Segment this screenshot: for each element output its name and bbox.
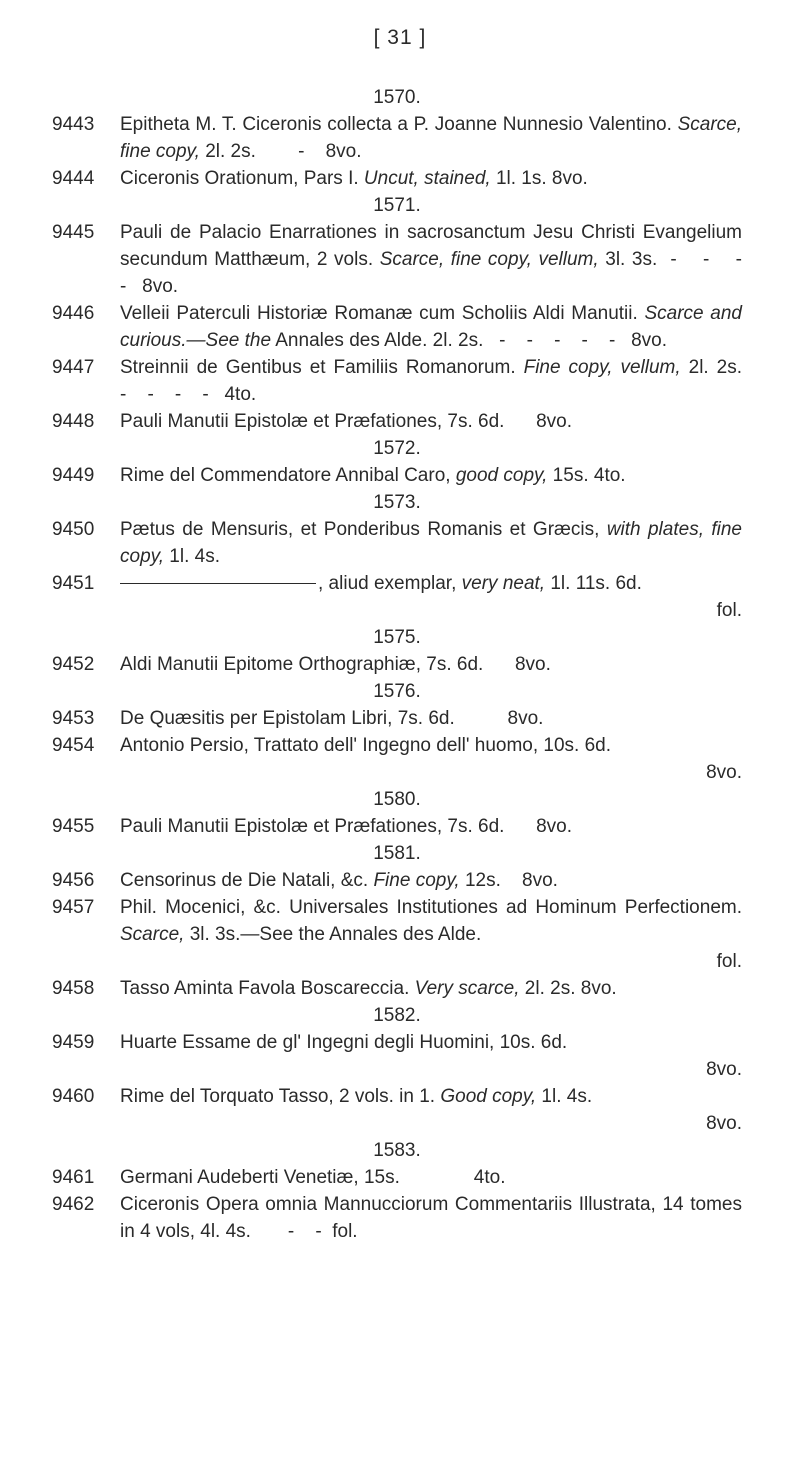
entry-format: fol. <box>716 951 742 972</box>
entry-text: Rime del Torquato Tasso, 2 vols. in 1. <box>120 1086 441 1107</box>
catalogue-entry <box>52 1191 742 1245</box>
entry-number: 9443 <box>52 114 95 135</box>
entry-number: 9444 <box>52 168 95 189</box>
entry-condition-note: very neat, <box>461 573 546 594</box>
year-heading: 1581. <box>373 843 421 864</box>
entry-text: Pauli de Palacio Enarrationes in sacrosanctum Jesu Christi Evangelium secundum Matthæum, 2 vols. <box>120 222 742 270</box>
entry-text: Germani Audeberti Venetiæ, 15s. <box>120 1167 400 1188</box>
entry-format: 8vo. <box>706 1113 742 1134</box>
entry-price-format: - - fol. <box>250 1221 358 1242</box>
entry-number: 9459 <box>52 1032 95 1053</box>
entry-price-format: 1l. 1s. 8vo. <box>490 168 588 189</box>
catalogue-entry <box>52 165 742 192</box>
entry-number: 9458 <box>52 978 95 999</box>
entry-number: 9447 <box>52 357 95 378</box>
entry-number: 9445 <box>52 222 95 243</box>
entry-number: 9449 <box>52 465 95 486</box>
catalogue-entry <box>52 1164 742 1191</box>
entry-price-format: 3l. 3s.—See the Annales des Alde. <box>184 924 482 945</box>
entry-number: 9450 <box>52 519 95 540</box>
entry-number: 9457 <box>52 897 95 918</box>
catalogue-entry <box>52 975 742 1002</box>
year-heading: 1572. <box>373 438 421 459</box>
year-heading: 1573. <box>373 492 421 513</box>
entry-number: 9448 <box>52 411 95 432</box>
catalogue-entry <box>52 354 764 408</box>
entry-price-format: 1l. 11s. 6d. <box>545 573 642 594</box>
entry-price-format: 12s. 8vo. <box>459 870 558 891</box>
entry-condition-note: Good copy, <box>440 1086 537 1107</box>
page-number: [ 31 ] <box>373 26 427 49</box>
entry-price-format: Annales des Alde. 2l. 2s. - - - - - 8vo. <box>271 330 668 351</box>
entry-price-format: 1l. 4s. <box>164 546 220 567</box>
entry-condition-note: Scarce, fine copy, vellum, <box>379 249 599 270</box>
entry-number: 9453 <box>52 708 95 729</box>
catalogue-entry <box>52 732 742 786</box>
entry-text: Ciceronis Opera omnia Mannucciorum Commentariis Illustrata, 14 tomes in 4 vols, 4l. 4s. <box>120 1194 742 1242</box>
ditto-rule <box>120 583 316 584</box>
entry-text: Epitheta M. T. Ciceronis collecta a P. Joanne Nunnesio Valentino. <box>120 114 678 135</box>
entry-price-format: 8vo. <box>483 654 551 675</box>
entry-number: 9455 <box>52 816 95 837</box>
entry-number: 9452 <box>52 654 95 675</box>
entry-price-format: 15s. 4to. <box>547 465 626 486</box>
entry-text: Pauli Manutii Epistolæ et Præfationes, 7s. 6d. <box>120 411 505 432</box>
entry-text: Phil. Mocenici, &c. Universales Institutiones ad Hominum Perfectionem. <box>120 897 742 918</box>
entry-condition-note: Uncut, stained, <box>363 168 491 189</box>
entry-price-format: 2l. 2s. 8vo. <box>519 978 617 999</box>
catalogue-entry <box>52 570 742 624</box>
entry-format: fol. <box>716 600 742 621</box>
entry-format: 8vo. <box>706 1059 742 1080</box>
entry-text: Aldi Manutii Epitome Orthographiæ, 7s. 6d. <box>120 654 484 675</box>
catalogue-entry <box>52 408 742 435</box>
catalogue-entry <box>52 111 742 165</box>
entry-text: De Quæsitis per Epistolam Libri, 7s. 6d. <box>120 708 455 729</box>
entry-price-format: 8vo. <box>504 411 573 432</box>
catalogue-entry <box>52 651 742 678</box>
catalogue-entry <box>52 1029 742 1083</box>
entry-text: Tasso Aminta Favola Boscareccia. <box>120 978 415 999</box>
catalogue-entry <box>52 516 742 570</box>
year-heading: 1576. <box>373 681 421 702</box>
year-heading: 1582. <box>373 1005 421 1026</box>
entry-text: Censorinus de Die Natali, &c. <box>120 870 374 891</box>
entry-number: 9454 <box>52 735 95 756</box>
entry-text: Huarte Essame de gl' Ingegni degli Huomini, 10s. 6d. <box>120 1032 568 1053</box>
entry-text: Streinnii de Gentibus et Familiis Romanorum. <box>120 357 524 378</box>
catalogue-entry <box>52 300 742 354</box>
catalogue-content <box>52 84 764 1245</box>
entry-price-format: 3l. 3s. - - - - 8vo. <box>120 249 764 297</box>
entry-condition-note: with plates, fine copy, <box>120 519 742 567</box>
entry-price-format: 8vo. <box>454 708 544 729</box>
entry-condition-note: Fine copy, <box>373 870 460 891</box>
entry-price-format: 8vo. <box>504 816 573 837</box>
entry-text: Velleii Paterculi Historiæ Romanæ cum Scholiis Aldi Manutii. <box>120 303 645 324</box>
entry-text: Pætus de Mensuris, et Ponderibus Romanis et Græcis, <box>120 519 607 540</box>
entry-condition-note: Fine copy, vellum, <box>523 357 681 378</box>
entry-condition-note: good copy, <box>455 465 548 486</box>
year-heading: 1571. <box>373 195 421 216</box>
catalogue-entry <box>52 1083 742 1137</box>
year-heading: 1583. <box>373 1140 421 1161</box>
entry-text: Antonio Persio, Trattato dell' Ingegno dell' huomo, 10s. 6d. <box>120 735 612 756</box>
year-heading: 1580. <box>373 789 421 810</box>
catalogue-entry <box>52 894 742 975</box>
catalogue-entry <box>52 219 764 300</box>
entry-text: Pauli Manutii Epistolæ et Præfationes, 7s. 6d. <box>120 816 505 837</box>
catalogue-entry <box>52 462 742 489</box>
entry-number: 9451 <box>52 573 95 594</box>
entry-condition-note: Scarce and curious.—See the <box>120 303 742 351</box>
entry-condition-note: Very scarce, <box>414 978 520 999</box>
catalogue-entry <box>52 705 742 732</box>
entry-format: 8vo. <box>706 762 742 783</box>
entry-condition-note: Scarce, <box>120 924 185 945</box>
entry-text: Ciceronis Orationum, Pars I. <box>120 168 364 189</box>
entry-price-format: 2l. 2s. - 8vo. <box>199 141 362 162</box>
year-heading: 1575. <box>373 627 421 648</box>
entry-condition-note: Scarce, fine copy, <box>120 114 742 162</box>
entry-number: 9461 <box>52 1167 95 1188</box>
catalogue-entry <box>52 867 742 894</box>
entry-number: 9460 <box>52 1086 95 1107</box>
catalogue-entry <box>52 813 742 840</box>
year-heading: 1570. <box>373 87 421 108</box>
entry-number: 9456 <box>52 870 95 891</box>
entry-price-format: 2l. 2s. - - - - 4to. <box>120 357 764 405</box>
entry-number: 9446 <box>52 303 95 324</box>
entry-text: Rime del Commendatore Annibal Caro, <box>120 465 456 486</box>
entry-price-format: 4to. <box>399 1167 506 1188</box>
entry-price-format: 1l. 4s. <box>536 1086 593 1107</box>
entry-number: 9462 <box>52 1194 95 1215</box>
entry-text: , aliud exemplar, <box>318 573 462 594</box>
